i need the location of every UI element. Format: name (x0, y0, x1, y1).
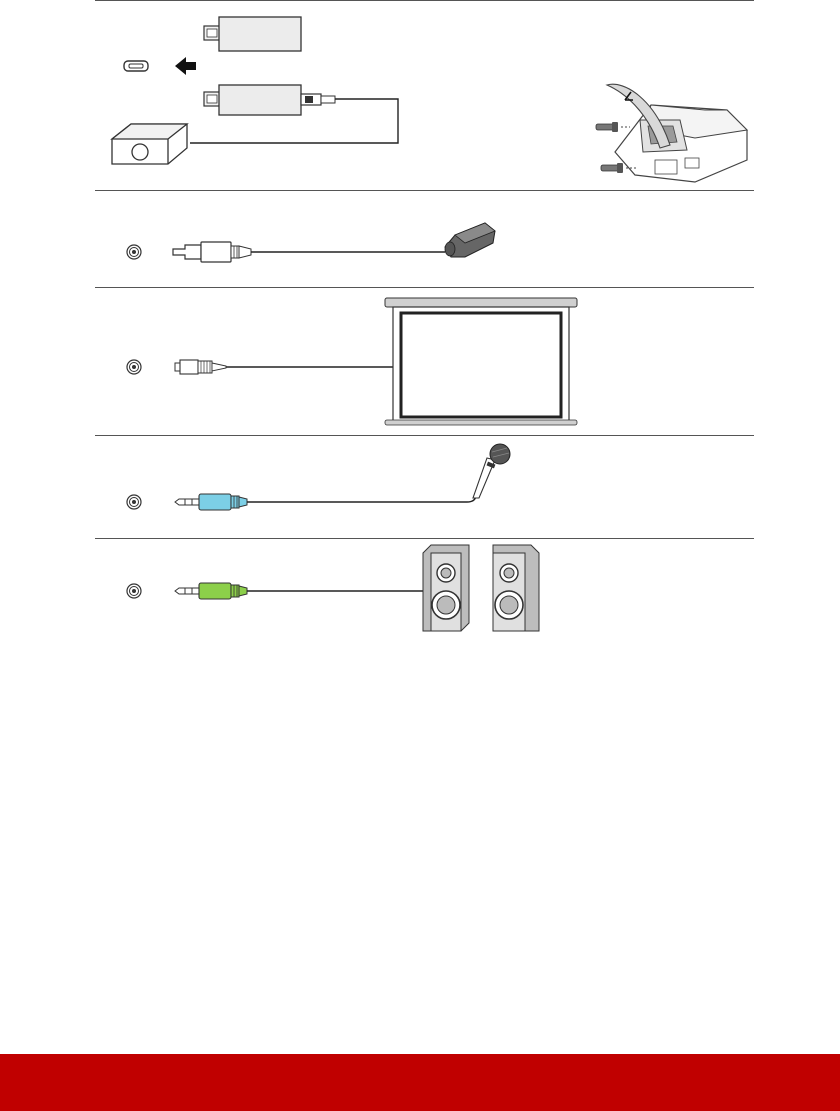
ir-sensor-icon (445, 223, 495, 257)
arrow-left-icon (175, 57, 196, 75)
micro-usb-port-icon (124, 61, 148, 71)
projection-screen-icon (385, 298, 577, 425)
row-mic-in (95, 436, 754, 538)
stereo-plug-green-icon (175, 583, 247, 599)
speakers-icon (423, 545, 539, 631)
hdmi-dongle-icon (204, 17, 301, 51)
dc-plug-icon (175, 360, 226, 374)
round-jack-icon (127, 245, 141, 259)
projector-lamp-cover-icon (596, 84, 747, 182)
stereo-plug-cyan-icon (175, 494, 247, 510)
power-brick-icon (112, 124, 187, 164)
microphone-icon (473, 444, 510, 498)
round-jack-icon (127, 495, 141, 509)
usb-power-adapter-icon (204, 85, 335, 115)
row-hdmi-wireless (95, 0, 754, 190)
row-screen-trigger (95, 288, 754, 435)
footer-bar (0, 1054, 840, 1111)
mono-plug-icon (173, 242, 251, 262)
round-jack-icon (127, 360, 141, 374)
row-audio-out (95, 539, 754, 639)
row-ir-receiver (95, 191, 754, 287)
round-jack-icon (127, 584, 141, 598)
